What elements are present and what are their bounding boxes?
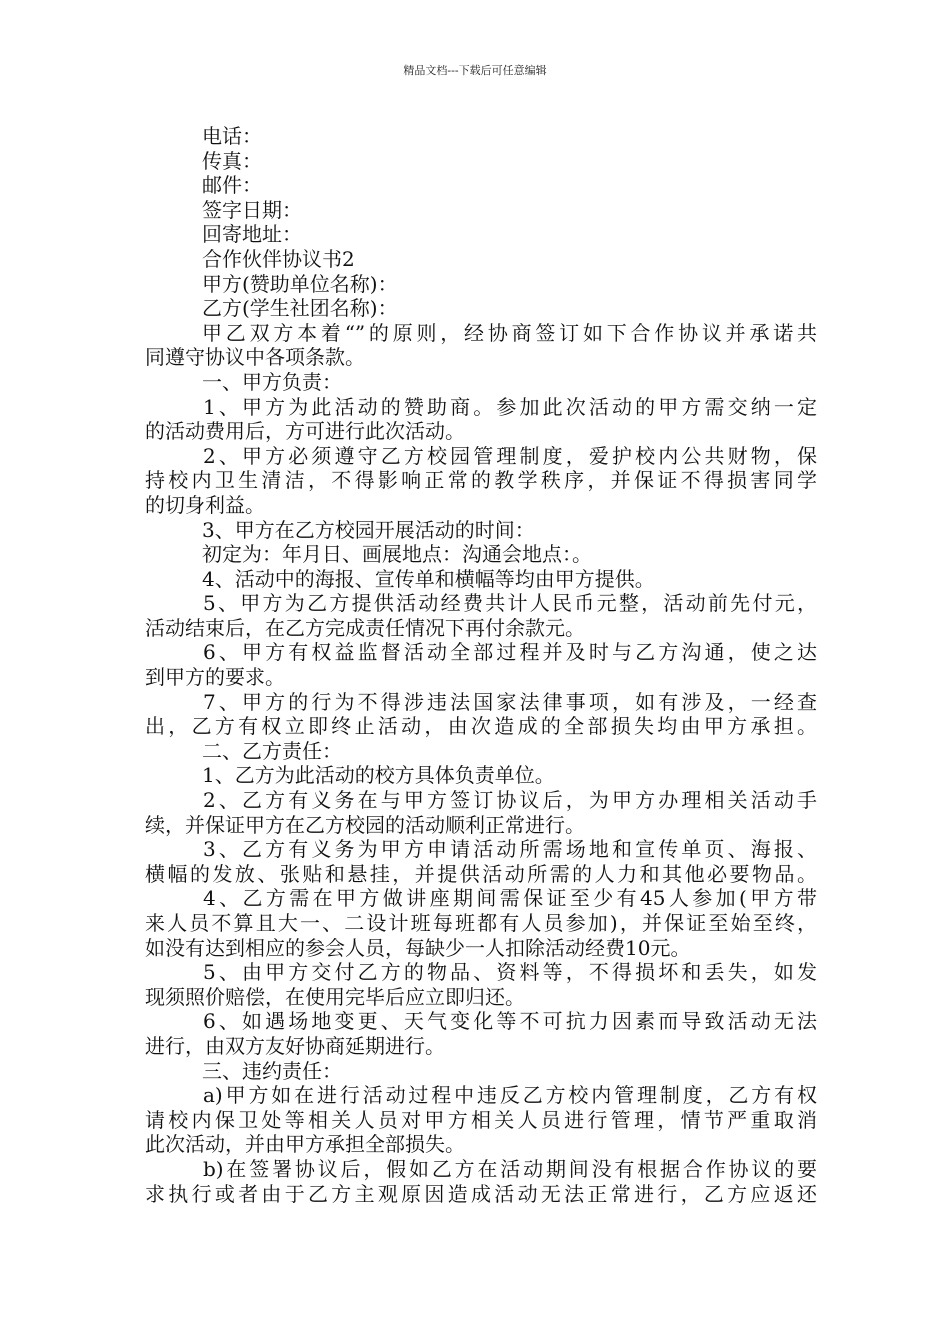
body-line: 2、甲方必须遵守乙方校园管理制度，爱护校内公共财物，保: [203, 443, 817, 468]
body-line: 同遵守协议中各项条款。: [145, 345, 365, 370]
field-return-address: 回寄地址：: [202, 222, 302, 247]
body-line: 续，并保证甲方在乙方校园的活动顺利正常进行。: [145, 812, 585, 837]
body-line: 此次活动，并由甲方承担全部损失。: [145, 1132, 465, 1157]
body-line: 4、乙方需在甲方做讲座期间需保证至少有45人参加(甲方带: [203, 886, 817, 911]
document-title: 合作伙伴协议书2: [202, 246, 355, 271]
field-phone: 电话：: [202, 124, 262, 148]
body-line: 进行，由双方友好协商延期进行。: [145, 1033, 445, 1058]
body-line: 持校内卫生清洁，不得影响正常的教学秩序，并保证不得损害同学: [145, 468, 817, 493]
section-heading: 二、乙方责任：: [202, 738, 342, 763]
body-line: 活动结束后，在乙方完成责任情况下再付余款元。: [145, 615, 585, 640]
field-sign-date: 签字日期：: [202, 197, 302, 222]
field-fax: 传真：: [202, 148, 262, 173]
body-line: 如没有达到相应的参会人员，每缺少一人扣除活动经费10元。: [145, 935, 691, 960]
party-a: 甲方(赞助单位名称)：: [202, 271, 398, 296]
body-line: 的切身利益。: [145, 492, 265, 517]
body-line: 3、甲方在乙方校园开展活动的时间：: [202, 517, 535, 542]
body-line: 6、甲方有权益监督活动全部过程并及时与乙方沟通，使之达: [203, 640, 817, 665]
section-heading: 一、甲方负责：: [202, 369, 342, 394]
body-line: b)在签署协议后，假如乙方在活动期间没有根据合作协议的要: [203, 1156, 817, 1181]
body-line: 现须照价赔偿，在使用完毕后应立即归还。: [145, 984, 525, 1009]
body-line: a)甲方如在进行活动过程中违反乙方校内管理制度，乙方有权: [203, 1083, 817, 1108]
body-line: 甲乙双方本着“”的原则，经协商签订如下合作协议并承诺共: [202, 320, 817, 345]
body-line: 横幅的发放、张贴和悬挂，并提供活动所需的人力和其他必要物品。: [145, 861, 817, 886]
body-line: 5、甲方为乙方提供活动经费共计人民币元整，活动前先付元，: [203, 591, 817, 616]
body-line: 的活动费用后，方可进行此次活动。: [145, 419, 465, 444]
body-line: 2、乙方有义务在与甲方签订协议后，为甲方办理相关活动手: [203, 788, 817, 813]
field-email: 邮件：: [202, 173, 262, 198]
body-line: 5、由甲方交付乙方的物品、资料等，不得损坏和丢失，如发: [203, 960, 817, 985]
document-body: [145, 124, 817, 1206]
body-line: 初定为：年月日、画展地点：沟通会地点：。: [202, 542, 592, 567]
body-line: 来人员不算且大一、二设计班每班都有人员参加)，并保证至始至终，: [145, 911, 817, 935]
body-line: 1、乙方为此活动的校方具体负责单位。: [202, 763, 555, 788]
body-line: 出，乙方有权立即终止活动，由次造成的全部损失均由甲方承担。: [145, 714, 817, 739]
body-line: 4、活动中的海报、宣传单和横幅等均由甲方提供。: [202, 566, 655, 591]
body-line: 6、如遇场地变更、天气变化等不可抗力因素而导致活动无法: [203, 1009, 817, 1034]
body-line: 求执行或者由于乙方主观原因造成活动无法正常进行，乙方应返还: [145, 1181, 817, 1206]
party-b: 乙方(学生社团名称)：: [202, 296, 398, 321]
body-line: 请校内保卫处等相关人员对甲方相关人员进行管理，情节严重取消: [145, 1107, 817, 1132]
body-line: 7、甲方的行为不得涉违法国家法律事项，如有涉及，一经查: [203, 689, 817, 714]
body-line: 3、乙方有义务为甲方申请活动所需场地和宣传单页、海报、: [203, 837, 817, 862]
body-line: 到甲方的要求。: [145, 665, 285, 690]
section-heading: 三、违约责任：: [202, 1058, 342, 1083]
body-line: 1、甲方为此活动的赞助商。参加此次活动的甲方需交纳一定: [203, 394, 817, 419]
page-header: 精品文档---下载后可任意编辑: [403, 64, 547, 77]
